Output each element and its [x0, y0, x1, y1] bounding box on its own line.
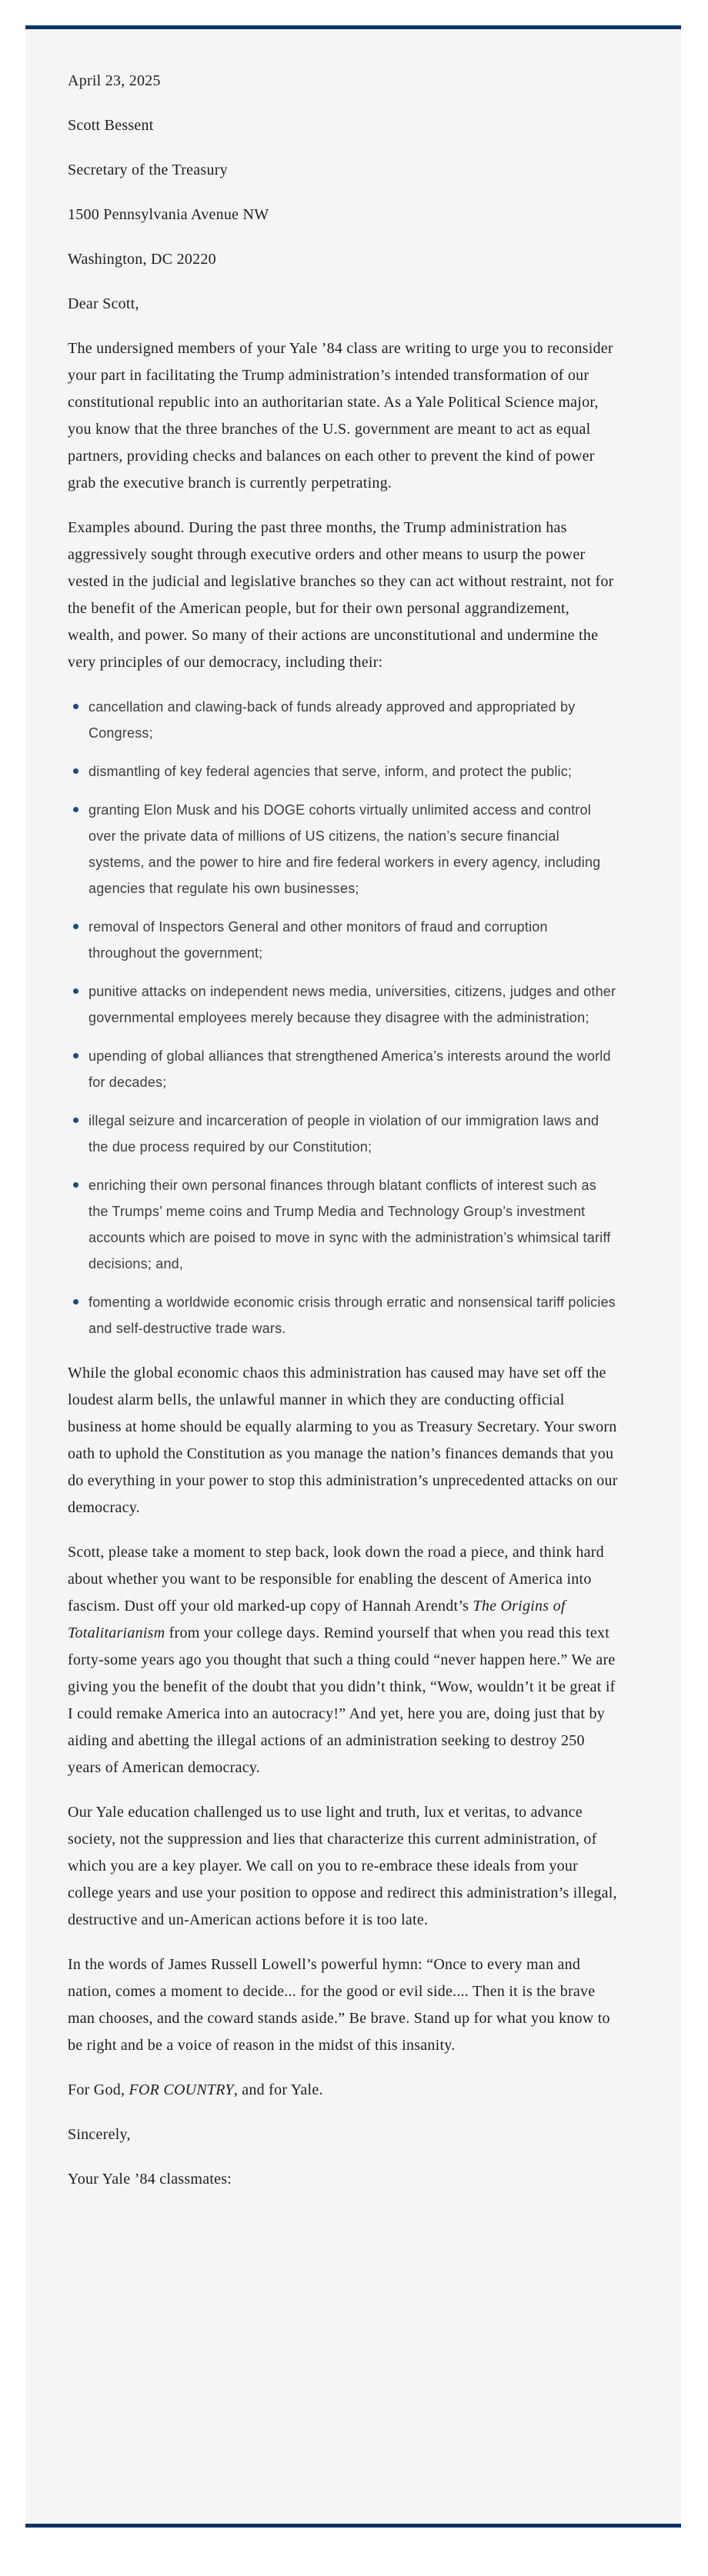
paragraph-hymn: In the words of James Russell Lowell’s powerful hymn: “Once to every man and nation, comes a moment to decide... for the good or evil side.... Then it is the brave man chooses, and the coward stands aside.” Be brave. Stand up for what you know to be right and be a voice of reason in the midst of this insanity.: [68, 1956, 610, 2054]
paragraph-yale-ideals: Our Yale education challenged us to use light and truth, lux et veritas, to advance society, not the suppression and lies that characterize this current administration, of which you are a key player. We call on you to re-embrace these ideals from your college years and use your position to oppose and redirect this administration’s illegal, destructive and un-American actions before it is too late.: [68, 1804, 617, 1928]
paragraph-alarm: While the global economic chaos this administration has caused may have set off the loudest alarm bells, the unlawful manner in which they are conducting official business at home should be equally alarming to you as Treasury Secretary. Your sworn oath to uphold the Constitution as you manage the nation’s finances demands that you do everything in your power to stop this administration’s unprecedented attacks on our democracy.: [68, 1365, 618, 1516]
paragraph-overview: The undersigned members of your Yale ’84 class are writing to urge you to reconsider your part in facilitating the Trump administration’s intended transformation of our constitutional republic into an authoritarian state. As a Yale Political Science major, you know that the three branches of the U.S. government are meant to act as equal partners, providing checks and balances on each other to prevent the kind of power grab the executive branch is currently perpetrating.: [68, 340, 613, 492]
date-line: April 23, 2025: [68, 72, 161, 89]
grievance-item: fomenting a worldwide economic crisis through erratic and nonsensical tariff policies and self-destructive trade wars.: [68, 1289, 618, 1341]
signoff: Sincerely,: [68, 2126, 131, 2143]
grievance-list: [68, 694, 618, 1341]
grievance-item: removal of Inspectors General and other monitors of fraud and corruption throughout the government;: [68, 914, 618, 966]
paragraph-reflection: Scott, please take a moment to step back, look down the road a piece, and think hard about whether you want to be responsible for enabling the descent of America into fascism. Dust off your old marked-up copy of Hannah Arendt’s The Origins of Totalitarianism from your college days. Remind yourself that when you read this text forty-some years ago you thought that such a thing could “never happen here.” We are giving you the benefit of the doubt that you didn’t think, “Wow, wouldn’t it be great if I could remake America into an autocracy!” And yet, here you are, doing just that by aiding and abetting the illegal actions of an administration seeking to destroy 250 years of American democracy.: [68, 1544, 616, 1776]
bottom-border-bar: [25, 2524, 681, 2528]
recipient-title: Secretary of the Treasury: [68, 162, 228, 178]
signature-line: Your Yale ’84 classmates:: [68, 2171, 232, 2188]
grievance-item: illegal seizure and incarceration of people in violation of our immigration laws and the due process required by our Constitution;: [68, 1108, 618, 1160]
salutation: Dear Scott,: [68, 295, 139, 312]
grievance-item: enriching their own personal finances through blatant conflicts of interest such as the Trumps’ meme coins and Trump Media and Technology Group’s investment accounts which are poised to move in sync with the administration’s whimsical tariff decisions; and,: [68, 1172, 618, 1277]
recipient-name: Scott Bessent: [68, 117, 154, 134]
letter: [68, 68, 618, 2193]
recipient-city: Washington, DC 20220: [68, 251, 216, 268]
grievance-item: dismantling of key federal agencies that serve, inform, and protect the public;: [68, 758, 618, 785]
recipient-street: 1500 Pennsylvania Avenue NW: [68, 206, 269, 223]
letter-sheet: [25, 29, 681, 2524]
letter-body: [68, 335, 618, 2104]
grievance-item: granting Elon Musk and his DOGE cohorts virtually unlimited access and control over the private data of millions of US citizens, the nation’s secure financial systems, and the power to hire and fire federal workers in every agency, including agencies that regulate his own businesses;: [68, 797, 618, 901]
grievance-item: upending of global alliances that strengthened America’s interests around the world for decades;: [68, 1043, 618, 1095]
paragraph-examples: Examples abound. During the past three months, the Trump administration has aggressively sought through executive orders and other means to usurp the power vested in the judicial and legislative branches so they can act without restraint, not for the benefit of the American people, but for their own personal aggrandizement, wealth, and power. So many of their actions are unconstitutional and undermine the very principles of our democracy, including their:: [68, 519, 614, 671]
closing-line: For God, FOR COUNTRY, and for Yale.: [68, 2081, 323, 2098]
grievance-item: cancellation and clawing-back of funds already approved and appropriated by Congress;: [68, 694, 618, 746]
grievance-item: punitive attacks on independent news media, universities, citizens, judges and other governmental employees merely because they disagree with the administration;: [68, 978, 618, 1031]
